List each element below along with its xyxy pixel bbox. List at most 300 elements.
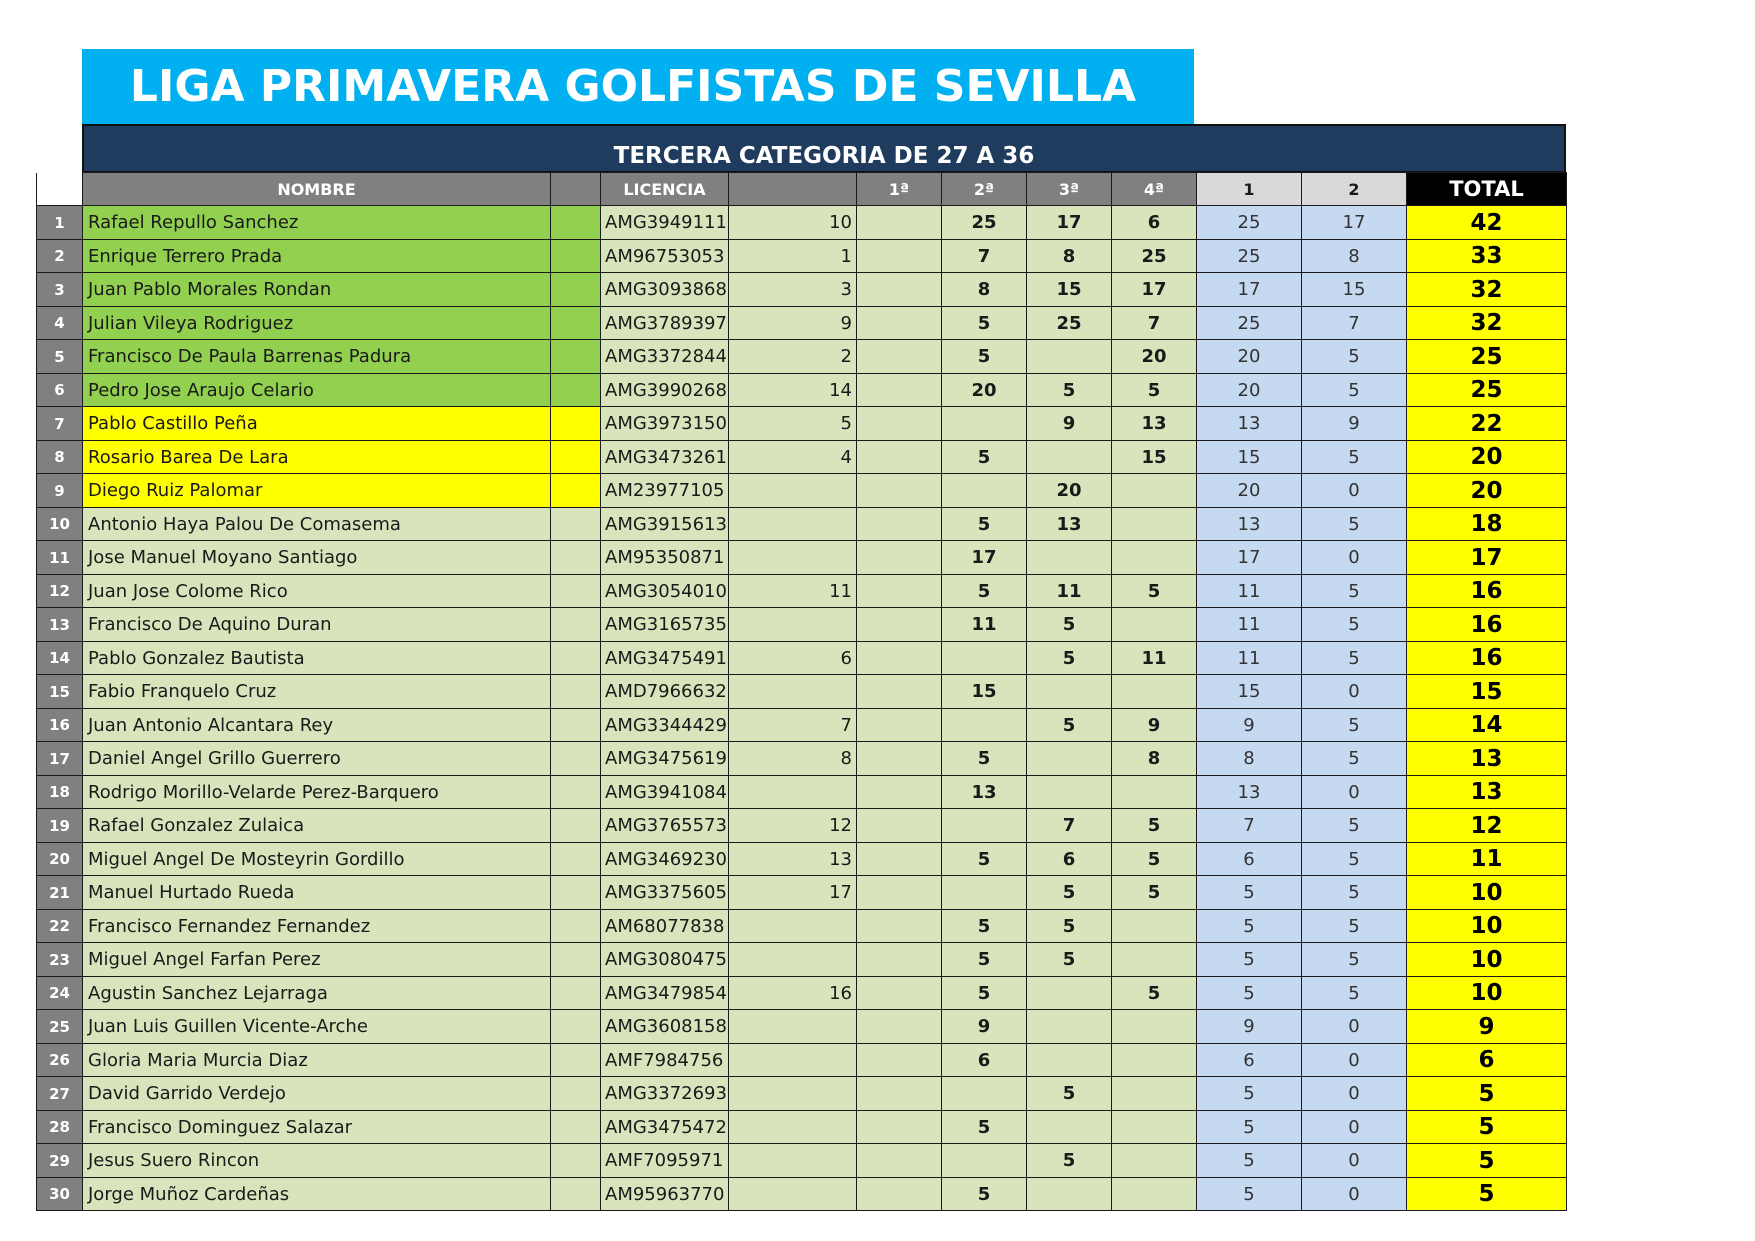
position-cell: 18: [37, 776, 83, 809]
round-3-points: 5: [1027, 876, 1112, 910]
handicap-cell: 10: [729, 206, 857, 240]
round-4-points: 15: [1112, 441, 1197, 474]
extra-cell: [551, 474, 601, 508]
license-cell: AMF7984756: [601, 1044, 729, 1077]
position-cell: 15: [37, 675, 83, 709]
best-score-2: 15: [1302, 273, 1407, 307]
round-4-points: [1112, 474, 1197, 508]
player-name: Rafael Repullo Sanchez: [83, 206, 551, 240]
player-name: Manuel Hurtado Rueda: [83, 876, 551, 910]
player-name: Juan Luis Guillen Vicente-Arche: [83, 1010, 551, 1044]
round-2-points: [942, 642, 1027, 675]
extra-cell: [551, 709, 601, 742]
total-points: 9: [1407, 1010, 1567, 1044]
round-1-points: [857, 1077, 942, 1111]
extra-cell: [551, 742, 601, 776]
license-cell: AMG3469230: [601, 843, 729, 876]
license-cell: AMG3054010: [601, 575, 729, 608]
round-2-points: [942, 407, 1027, 441]
best-score-2: 5: [1302, 809, 1407, 843]
table-row: [37, 776, 1567, 809]
table-row: [37, 340, 1567, 374]
best-score-2: 0: [1302, 1077, 1407, 1111]
table-row: [37, 575, 1567, 608]
best-score-1: 5: [1197, 943, 1302, 977]
round-3-points: 6: [1027, 843, 1112, 876]
round-4-points: 7: [1112, 307, 1197, 340]
round-4-points: [1112, 508, 1197, 541]
round-3-points: 20: [1027, 474, 1112, 508]
license-cell: AMG3789397: [601, 307, 729, 340]
total-points: 13: [1407, 776, 1567, 809]
best-score-2: 5: [1302, 742, 1407, 776]
position-cell: 8: [37, 441, 83, 474]
round-1-points: [857, 876, 942, 910]
round-3-points: 5: [1027, 642, 1112, 675]
table-row: [37, 742, 1567, 776]
handicap-cell: [729, 675, 857, 709]
extra-cell: [551, 876, 601, 910]
handicap-cell: 14: [729, 374, 857, 407]
round-1-points: [857, 843, 942, 876]
best-score-1: 13: [1197, 776, 1302, 809]
best-score-1: 11: [1197, 608, 1302, 642]
player-name: Antonio Haya Palou De Comasema: [83, 508, 551, 541]
player-name: Rafael Gonzalez Zulaica: [83, 809, 551, 843]
player-name: Pablo Castillo Peña: [83, 407, 551, 441]
table-row: [37, 642, 1567, 675]
header-total: TOTAL: [1407, 173, 1567, 206]
table-row: [37, 541, 1567, 575]
position-cell: 7: [37, 407, 83, 441]
handicap-cell: 9: [729, 307, 857, 340]
round-2-points: 15: [942, 675, 1027, 709]
best-score-1: 11: [1197, 642, 1302, 675]
extra-cell: [551, 910, 601, 943]
round-2-points: [942, 809, 1027, 843]
player-name: Miguel Angel Farfan Perez: [83, 943, 551, 977]
round-4-points: 25: [1112, 240, 1197, 273]
position-cell: 27: [37, 1077, 83, 1111]
handicap-cell: [729, 910, 857, 943]
best-score-2: 5: [1302, 441, 1407, 474]
player-name: Fabio Franquelo Cruz: [83, 675, 551, 709]
total-points: 10: [1407, 876, 1567, 910]
header-blank: [37, 173, 83, 206]
handicap-cell: [729, 1044, 857, 1077]
round-3-points: 5: [1027, 910, 1112, 943]
best-score-1: 17: [1197, 273, 1302, 307]
handicap-cell: 6: [729, 642, 857, 675]
table-row: [37, 977, 1567, 1010]
extra-cell: [551, 273, 601, 307]
round-3-points: [1027, 977, 1112, 1010]
player-name: Jorge Muñoz Cardeñas: [83, 1178, 551, 1211]
position-cell: 19: [37, 809, 83, 843]
round-1-points: [857, 474, 942, 508]
total-points: 6: [1407, 1044, 1567, 1077]
license-cell: AMG3475472: [601, 1111, 729, 1144]
table-row: [37, 910, 1567, 943]
round-3-points: 5: [1027, 608, 1112, 642]
total-points: 17: [1407, 541, 1567, 575]
best-score-2: 17: [1302, 206, 1407, 240]
license-cell: AMG3093868: [601, 273, 729, 307]
round-4-points: 6: [1112, 206, 1197, 240]
handicap-cell: [729, 1144, 857, 1178]
player-name: Diego Ruiz Palomar: [83, 474, 551, 508]
best-score-1: 13: [1197, 508, 1302, 541]
total-points: 5: [1407, 1178, 1567, 1211]
best-score-1: 15: [1197, 675, 1302, 709]
best-score-2: 0: [1302, 1111, 1407, 1144]
round-2-points: 5: [942, 508, 1027, 541]
best-score-1: 5: [1197, 1144, 1302, 1178]
round-1-points: [857, 1111, 942, 1144]
position-cell: 17: [37, 742, 83, 776]
round-4-points: 5: [1112, 374, 1197, 407]
total-points: 42: [1407, 206, 1567, 240]
round-4-points: 20: [1112, 340, 1197, 374]
player-name: Enrique Terrero Prada: [83, 240, 551, 273]
player-name: Francisco Fernandez Fernandez: [83, 910, 551, 943]
license-cell: AMG3915613: [601, 508, 729, 541]
best-score-2: 9: [1302, 407, 1407, 441]
round-2-points: 13: [942, 776, 1027, 809]
extra-cell: [551, 541, 601, 575]
best-score-1: 8: [1197, 742, 1302, 776]
round-2-points: 9: [942, 1010, 1027, 1044]
position-cell: 2: [37, 240, 83, 273]
round-2-points: [942, 1144, 1027, 1178]
round-2-points: 5: [942, 843, 1027, 876]
round-4-points: [1112, 1010, 1197, 1044]
total-points: 18: [1407, 508, 1567, 541]
license-cell: AM96753053: [601, 240, 729, 273]
handicap-cell: [729, 474, 857, 508]
best-score-2: 5: [1302, 608, 1407, 642]
best-score-1: 17: [1197, 541, 1302, 575]
handicap-cell: [729, 943, 857, 977]
page-title: LIGA PRIMAVERA GOLFISTAS DE SEVILLA: [82, 49, 1194, 124]
round-3-points: [1027, 441, 1112, 474]
table-row: [37, 843, 1567, 876]
handicap-cell: 11: [729, 575, 857, 608]
round-1-points: [857, 1044, 942, 1077]
table-row: [37, 1010, 1567, 1044]
round-2-points: 5: [942, 340, 1027, 374]
total-points: 5: [1407, 1144, 1567, 1178]
round-2-points: [942, 709, 1027, 742]
round-1-points: [857, 273, 942, 307]
best-score-2: 5: [1302, 943, 1407, 977]
best-score-2: 5: [1302, 575, 1407, 608]
best-score-2: 7: [1302, 307, 1407, 340]
player-name: Pablo Gonzalez Bautista: [83, 642, 551, 675]
round-1-points: [857, 1178, 942, 1211]
best-score-1: 25: [1197, 307, 1302, 340]
round-4-points: [1112, 541, 1197, 575]
round-2-points: [942, 1077, 1027, 1111]
best-score-2: 5: [1302, 709, 1407, 742]
player-name: Gloria Maria Murcia Diaz: [83, 1044, 551, 1077]
position-cell: 5: [37, 340, 83, 374]
round-4-points: 17: [1112, 273, 1197, 307]
table-row: [37, 374, 1567, 407]
best-score-2: 5: [1302, 642, 1407, 675]
round-2-points: 8: [942, 273, 1027, 307]
round-4-points: [1112, 1044, 1197, 1077]
extra-cell: [551, 943, 601, 977]
handicap-cell: 4: [729, 441, 857, 474]
table-row: [37, 1044, 1567, 1077]
total-points: 14: [1407, 709, 1567, 742]
handicap-cell: 16: [729, 977, 857, 1010]
round-1-points: [857, 608, 942, 642]
table-row: [37, 206, 1567, 240]
position-cell: 23: [37, 943, 83, 977]
total-points: 32: [1407, 273, 1567, 307]
best-score-1: 6: [1197, 843, 1302, 876]
round-3-points: 25: [1027, 307, 1112, 340]
header-best-1: 1: [1197, 173, 1302, 206]
round-4-points: 8: [1112, 742, 1197, 776]
license-cell: AMG3990268: [601, 374, 729, 407]
handicap-cell: 8: [729, 742, 857, 776]
round-4-points: 5: [1112, 843, 1197, 876]
extra-cell: [551, 776, 601, 809]
handicap-cell: 17: [729, 876, 857, 910]
extra-cell: [551, 977, 601, 1010]
extra-cell: [551, 508, 601, 541]
table-row: [37, 1144, 1567, 1178]
round-1-points: [857, 374, 942, 407]
round-3-points: 5: [1027, 943, 1112, 977]
position-cell: 14: [37, 642, 83, 675]
round-3-points: 5: [1027, 374, 1112, 407]
best-score-1: 5: [1197, 1178, 1302, 1211]
handicap-cell: 3: [729, 273, 857, 307]
best-score-2: 0: [1302, 776, 1407, 809]
header-licencia: LICENCIA: [601, 173, 729, 206]
standings-body: [37, 206, 1567, 1211]
extra-cell: [551, 1077, 601, 1111]
best-score-1: 5: [1197, 910, 1302, 943]
handicap-cell: [729, 608, 857, 642]
round-2-points: 5: [942, 943, 1027, 977]
round-4-points: [1112, 675, 1197, 709]
best-score-2: 5: [1302, 910, 1407, 943]
round-1-points: [857, 575, 942, 608]
round-2-points: 5: [942, 575, 1027, 608]
round-4-points: 13: [1112, 407, 1197, 441]
handicap-cell: 5: [729, 407, 857, 441]
best-score-1: 20: [1197, 374, 1302, 407]
license-cell: AM95350871: [601, 541, 729, 575]
round-4-points: 11: [1112, 642, 1197, 675]
total-points: 16: [1407, 575, 1567, 608]
player-name: Rodrigo Morillo-Velarde Perez-Barquero: [83, 776, 551, 809]
handicap-cell: 1: [729, 240, 857, 273]
handicap-cell: [729, 508, 857, 541]
round-3-points: 8: [1027, 240, 1112, 273]
extra-cell: [551, 374, 601, 407]
round-4-points: 9: [1112, 709, 1197, 742]
total-points: 5: [1407, 1077, 1567, 1111]
total-points: 5: [1407, 1111, 1567, 1144]
total-points: 22: [1407, 407, 1567, 441]
round-1-points: [857, 206, 942, 240]
total-points: 16: [1407, 608, 1567, 642]
total-points: 20: [1407, 441, 1567, 474]
total-points: 15: [1407, 675, 1567, 709]
round-4-points: [1112, 1144, 1197, 1178]
player-name: Juan Pablo Morales Rondan: [83, 273, 551, 307]
table-row: [37, 307, 1567, 340]
best-score-2: 0: [1302, 675, 1407, 709]
round-1-points: [857, 943, 942, 977]
best-score-2: 0: [1302, 1010, 1407, 1044]
best-score-1: 25: [1197, 206, 1302, 240]
position-cell: 28: [37, 1111, 83, 1144]
header-nombre: NOMBRE: [83, 173, 551, 206]
best-score-2: 5: [1302, 340, 1407, 374]
total-points: 25: [1407, 340, 1567, 374]
round-3-points: 5: [1027, 1077, 1112, 1111]
handicap-cell: 7: [729, 709, 857, 742]
best-score-1: 5: [1197, 1111, 1302, 1144]
extra-cell: [551, 608, 601, 642]
license-cell: AMG3608158: [601, 1010, 729, 1044]
round-2-points: 7: [942, 240, 1027, 273]
round-2-points: 5: [942, 910, 1027, 943]
player-name: David Garrido Verdejo: [83, 1077, 551, 1111]
total-points: 10: [1407, 910, 1567, 943]
round-3-points: [1027, 1044, 1112, 1077]
player-name: Juan Jose Colome Rico: [83, 575, 551, 608]
player-name: Juan Antonio Alcantara Rey: [83, 709, 551, 742]
position-cell: 11: [37, 541, 83, 575]
best-score-2: 0: [1302, 541, 1407, 575]
position-cell: 6: [37, 374, 83, 407]
position-cell: 20: [37, 843, 83, 876]
handicap-cell: [729, 1077, 857, 1111]
round-3-points: [1027, 776, 1112, 809]
best-score-2: 0: [1302, 1144, 1407, 1178]
round-4-points: [1112, 1111, 1197, 1144]
total-points: 16: [1407, 642, 1567, 675]
header-round-4: 4ª: [1112, 173, 1197, 206]
table-row: [37, 608, 1567, 642]
player-name: Miguel Angel De Mosteyrin Gordillo: [83, 843, 551, 876]
player-name: Jose Manuel Moyano Santiago: [83, 541, 551, 575]
round-4-points: 5: [1112, 809, 1197, 843]
extra-cell: [551, 1111, 601, 1144]
extra-cell: [551, 407, 601, 441]
round-3-points: [1027, 340, 1112, 374]
position-cell: 25: [37, 1010, 83, 1044]
round-3-points: 13: [1027, 508, 1112, 541]
best-score-1: 13: [1197, 407, 1302, 441]
table-row: [37, 943, 1567, 977]
extra-cell: [551, 1010, 601, 1044]
table-row: [37, 441, 1567, 474]
round-1-points: [857, 977, 942, 1010]
license-cell: AMG3372844: [601, 340, 729, 374]
round-3-points: [1027, 1111, 1112, 1144]
extra-cell: [551, 441, 601, 474]
header-round-1: 1ª: [857, 173, 942, 206]
extra-cell: [551, 1144, 601, 1178]
round-4-points: 5: [1112, 977, 1197, 1010]
round-2-points: 20: [942, 374, 1027, 407]
header-handicap: [729, 173, 857, 206]
round-2-points: [942, 474, 1027, 508]
handicap-cell: 13: [729, 843, 857, 876]
best-score-1: 20: [1197, 474, 1302, 508]
table-row: [37, 474, 1567, 508]
license-cell: AM68077838: [601, 910, 729, 943]
round-1-points: [857, 642, 942, 675]
round-4-points: 5: [1112, 876, 1197, 910]
total-points: 32: [1407, 307, 1567, 340]
license-cell: AMG3973150: [601, 407, 729, 441]
table-row: [37, 273, 1567, 307]
license-cell: AM95963770: [601, 1178, 729, 1211]
round-2-points: 25: [942, 206, 1027, 240]
position-cell: 12: [37, 575, 83, 608]
license-cell: AMG3165735: [601, 608, 729, 642]
license-cell: AMG3375605: [601, 876, 729, 910]
handicap-cell: 2: [729, 340, 857, 374]
round-4-points: [1112, 608, 1197, 642]
round-1-points: [857, 1144, 942, 1178]
player-name: Agustin Sanchez Lejarraga: [83, 977, 551, 1010]
extra-cell: [551, 206, 601, 240]
best-score-2: 0: [1302, 474, 1407, 508]
best-score-1: 20: [1197, 340, 1302, 374]
position-cell: 26: [37, 1044, 83, 1077]
player-name: Jesus Suero Rincon: [83, 1144, 551, 1178]
header-round-3: 3ª: [1027, 173, 1112, 206]
position-cell: 21: [37, 876, 83, 910]
best-score-1: 7: [1197, 809, 1302, 843]
handicap-cell: [729, 1178, 857, 1211]
round-1-points: [857, 441, 942, 474]
total-points: 10: [1407, 943, 1567, 977]
license-cell: AMG3080475: [601, 943, 729, 977]
license-cell: AMD7966632: [601, 675, 729, 709]
table-row: [37, 240, 1567, 273]
best-score-1: 5: [1197, 876, 1302, 910]
round-1-points: [857, 240, 942, 273]
license-cell: AMG3941084: [601, 776, 729, 809]
header-row: [37, 173, 1567, 206]
round-3-points: 7: [1027, 809, 1112, 843]
best-score-2: 5: [1302, 374, 1407, 407]
table-row: [37, 1111, 1567, 1144]
round-1-points: [857, 742, 942, 776]
round-3-points: 5: [1027, 1144, 1112, 1178]
table-row: [37, 809, 1567, 843]
total-points: 25: [1407, 374, 1567, 407]
license-cell: AMG3372693: [601, 1077, 729, 1111]
best-score-1: 11: [1197, 575, 1302, 608]
round-4-points: [1112, 776, 1197, 809]
round-1-points: [857, 809, 942, 843]
round-1-points: [857, 709, 942, 742]
handicap-cell: [729, 541, 857, 575]
